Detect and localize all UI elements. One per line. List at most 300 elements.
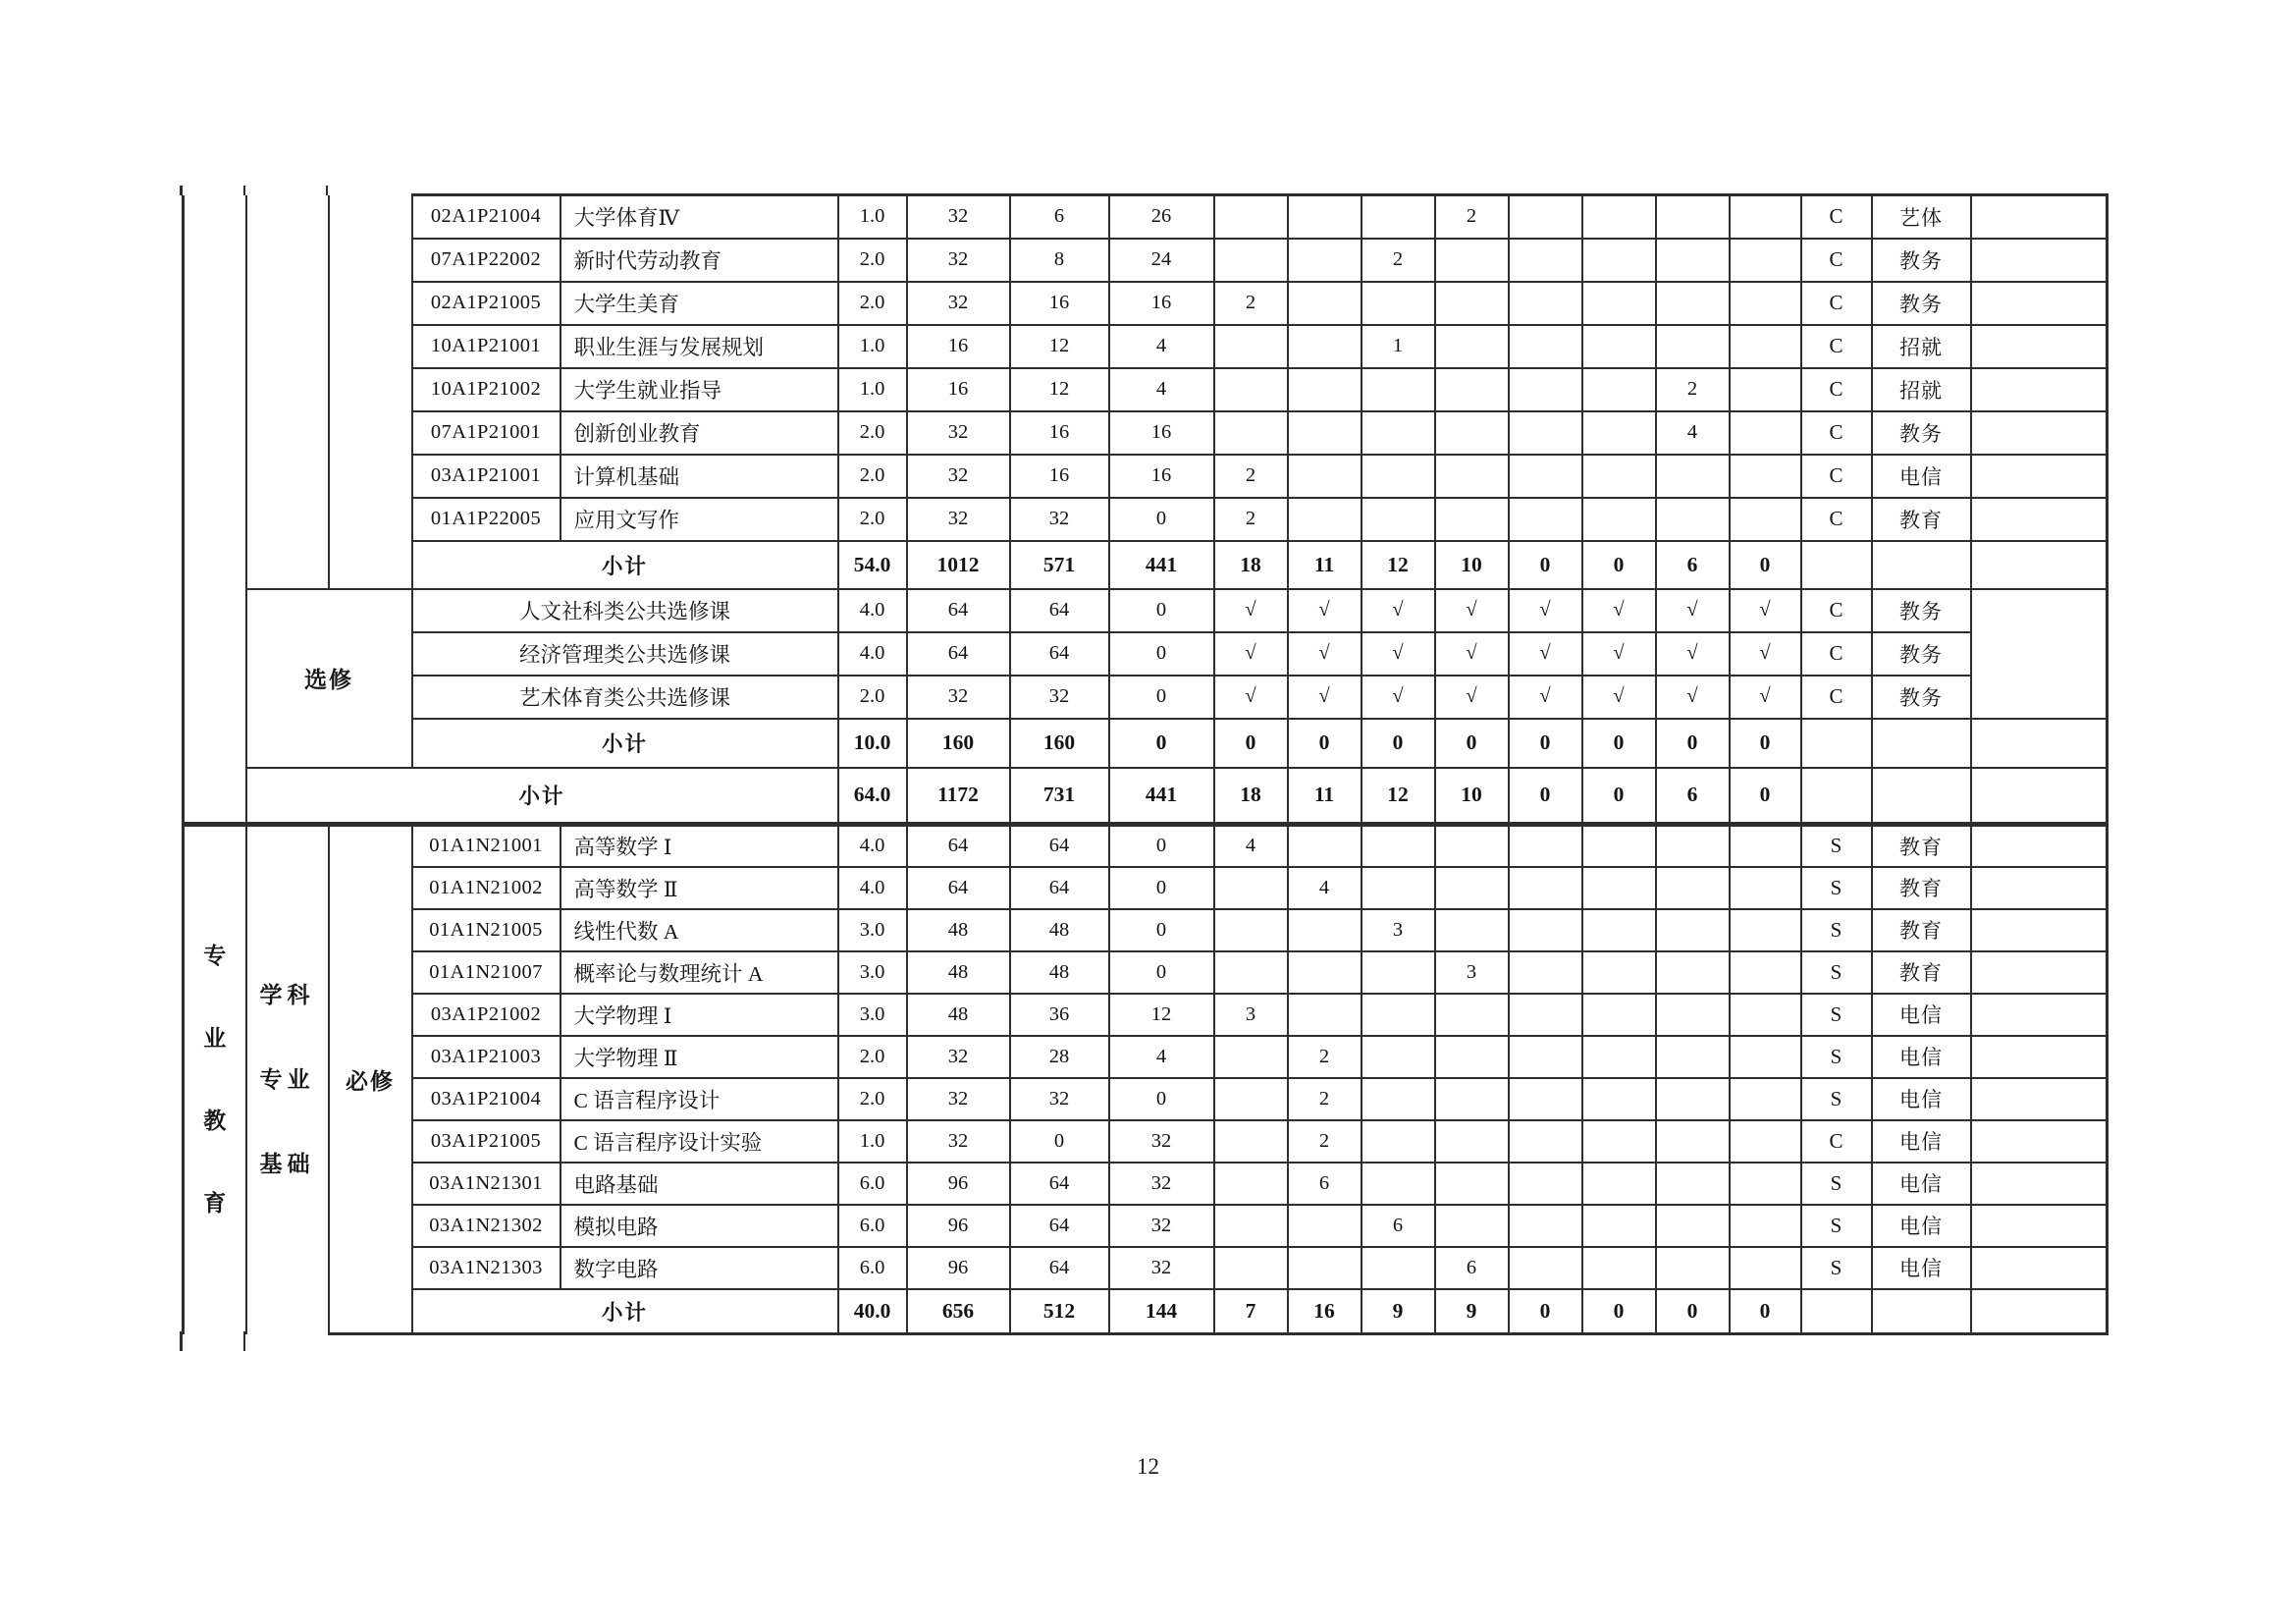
major-section-cell-text: 专业教育 [203,944,227,1217]
course-name-cell: 创新创业教育 [561,411,838,455]
course-code-cell: 01A1P22005 [412,498,561,541]
department-cell: 电信 [1872,1078,1971,1120]
semester-8-cell [1730,1163,1801,1205]
course-code-cell: 03A1N21303 [412,1247,561,1289]
course-name-cell: 计算机基础 [561,455,838,498]
semester-3-cell [1362,1163,1435,1205]
credit-cell: 4.0 [838,632,907,676]
subtotal-row [184,1289,2108,1334]
semester-5-cell: 0 [1509,719,1582,768]
semester-4-cell [1435,411,1509,455]
hours-cell: 32 [907,498,1010,541]
course-type-cell [1801,541,1872,589]
practice-cell: 32 [1109,1205,1214,1247]
semester-4-cell [1435,239,1509,282]
course-name-cell: 大学体育Ⅳ [561,195,838,239]
course-name-cell: 职业生涯与发展规划 [561,325,838,368]
practice-cell: 441 [1109,541,1214,589]
remarks-cell [1971,1247,2108,1289]
semester-8-cell: 0 [1730,768,1801,825]
course-name-cell: 数字电路 [561,1247,838,1289]
credit-cell: 1.0 [838,368,907,411]
department-cell: 教育 [1872,909,1971,951]
semester-7-cell: 0 [1656,1289,1730,1334]
semester-5-cell [1509,239,1582,282]
course-code-cell: 07A1P21001 [412,411,561,455]
lecture-cell: 6 [1010,195,1109,239]
course-type-cell: C [1801,1120,1872,1163]
department-cell: 电信 [1872,1120,1971,1163]
table-continuation-stub [243,186,245,195]
course-code-cell: 01A1N21001 [412,825,561,867]
remarks-cell [1971,951,2108,994]
semester-2-cell [1288,195,1362,239]
lecture-cell: 64 [1010,589,1109,632]
semester-3-cell [1362,455,1435,498]
semester-1-cell: √ [1214,589,1288,632]
remarks-cell [1971,1205,2108,1247]
semester-5-cell [1509,282,1582,325]
semester-6-cell [1582,195,1656,239]
semester-8-cell: 0 [1730,719,1801,768]
course-name-cell: 大学物理 Ⅰ [561,994,838,1036]
semester-3-cell [1362,498,1435,541]
subtotal-label-cell: 小计 [412,541,838,589]
lecture-cell: 731 [1010,768,1109,825]
lecture-cell: 8 [1010,239,1109,282]
remarks-cell [1971,825,2108,867]
semester-5-cell: √ [1509,676,1582,719]
semester-2-cell: 2 [1288,1036,1362,1078]
semester-6-cell: √ [1582,632,1656,676]
course-type-cell: S [1801,867,1872,909]
credit-cell: 1.0 [838,325,907,368]
lecture-cell: 64 [1010,867,1109,909]
semester-3-cell: 6 [1362,1205,1435,1247]
credit-cell: 40.0 [838,1289,907,1334]
semester-5-cell: 0 [1509,1289,1582,1334]
department-cell [1872,541,1971,589]
credit-cell: 10.0 [838,719,907,768]
semester-7-cell: 0 [1656,719,1730,768]
course-name-cell: 高等数学 Ⅰ [561,825,838,867]
semester-5-cell: 0 [1509,768,1582,825]
course-code-cell: 03A1N21302 [412,1205,561,1247]
semester-1-cell [1214,1036,1288,1078]
course-row [184,368,2108,411]
department-cell: 教务 [1872,239,1971,282]
semester-8-cell [1730,498,1801,541]
elective-row [184,632,2108,676]
semester-2-cell [1288,825,1362,867]
semester-6-cell [1582,951,1656,994]
semester-2-cell [1288,455,1362,498]
semester-8-cell: √ [1730,632,1801,676]
lecture-cell: 36 [1010,994,1109,1036]
practice-cell: 4 [1109,325,1214,368]
remarks-cell [1971,455,2108,498]
course-code-cell: 01A1N21007 [412,951,561,994]
elective-name-cell: 经济管理类公共选修课 [412,632,838,676]
course-code-cell: 07A1P22002 [412,239,561,282]
credit-cell: 54.0 [838,541,907,589]
credit-cell: 3.0 [838,994,907,1036]
course-code-cell: 03A1P21005 [412,1120,561,1163]
department-cell [1872,768,1971,825]
semester-4-cell [1435,282,1509,325]
hours-cell: 48 [907,909,1010,951]
course-type-cell: C [1801,368,1872,411]
semester-2-cell: √ [1288,632,1362,676]
course-code-cell: 03A1P21004 [412,1078,561,1120]
credit-cell: 2.0 [838,1036,907,1078]
course-row [184,498,2108,541]
course-code-cell: 03A1P21003 [412,1036,561,1078]
semester-6-cell: 0 [1582,541,1656,589]
table-continuation-stub [180,1331,183,1351]
semester-2-cell [1288,951,1362,994]
hours-cell: 160 [907,719,1010,768]
semester-7-cell: 2 [1656,368,1730,411]
semester-8-cell [1730,909,1801,951]
hours-cell: 96 [907,1247,1010,1289]
semester-4-cell [1435,867,1509,909]
semester-6-cell [1582,239,1656,282]
department-cell: 艺体 [1872,195,1971,239]
practice-cell: 441 [1109,768,1214,825]
semester-5-cell [1509,951,1582,994]
practice-cell: 0 [1109,867,1214,909]
semester-4-cell [1435,325,1509,368]
practice-cell: 0 [1109,632,1214,676]
semester-2-cell [1288,909,1362,951]
semester-4-cell: 0 [1435,719,1509,768]
hours-cell: 48 [907,994,1010,1036]
semester-1-cell: 18 [1214,541,1288,589]
semester-4-cell [1435,1120,1509,1163]
credit-cell: 6.0 [838,1205,907,1247]
hours-cell: 32 [907,239,1010,282]
remarks-cell [1971,195,2108,239]
semester-3-cell [1362,994,1435,1036]
lecture-cell: 48 [1010,909,1109,951]
semester-6-cell: 0 [1582,768,1656,825]
hours-cell: 32 [907,195,1010,239]
semester-8-cell [1730,368,1801,411]
semester-4-cell [1435,368,1509,411]
course-type-cell: S [1801,825,1872,867]
department-cell: 教务 [1872,282,1971,325]
semester-1-cell: 18 [1214,768,1288,825]
semester-3-cell [1362,1247,1435,1289]
credit-cell: 2.0 [838,455,907,498]
credit-cell: 3.0 [838,909,907,951]
semester-1-cell: √ [1214,632,1288,676]
hours-cell: 96 [907,1163,1010,1205]
semester-1-cell [1214,1120,1288,1163]
semester-1-cell [1214,1078,1288,1120]
practice-cell: 0 [1109,498,1214,541]
semester-1-cell [1214,239,1288,282]
hours-cell: 32 [907,455,1010,498]
semester-6-cell [1582,1078,1656,1120]
semester-6-cell [1582,282,1656,325]
semester-8-cell: √ [1730,589,1801,632]
remarks-cell [1971,1036,2108,1078]
hours-cell: 96 [907,1205,1010,1247]
semester-3-cell [1362,867,1435,909]
semester-1-cell: 3 [1214,994,1288,1036]
practice-cell: 24 [1109,239,1214,282]
table-continuation-stub [243,1331,245,1351]
remarks-cell [1971,719,2108,768]
semester-7-cell: √ [1656,632,1730,676]
credit-cell: 4.0 [838,867,907,909]
semester-8-cell: √ [1730,676,1801,719]
practice-cell: 12 [1109,994,1214,1036]
semester-7-cell [1656,239,1730,282]
course-code-cell: 01A1N21002 [412,867,561,909]
major-subsection-cell-text: 学科专业基础 [259,983,315,1177]
remarks-cell [1971,368,2108,411]
semester-3-cell: √ [1362,632,1435,676]
practice-cell: 0 [1109,589,1214,632]
course-name-cell: 大学物理 Ⅱ [561,1036,838,1078]
credit-cell: 2.0 [838,676,907,719]
semester-3-cell [1362,1036,1435,1078]
practice-cell: 144 [1109,1289,1214,1334]
semester-7-cell: √ [1656,676,1730,719]
semester-4-cell [1435,825,1509,867]
credit-cell: 6.0 [838,1163,907,1205]
hours-cell: 48 [907,951,1010,994]
department-cell: 招就 [1872,368,1971,411]
semester-5-cell: √ [1509,589,1582,632]
course-row [184,282,2108,325]
semester-1-cell [1214,195,1288,239]
semester-8-cell [1730,325,1801,368]
course-name-cell: 高等数学 Ⅱ [561,867,838,909]
semester-4-cell: 10 [1435,541,1509,589]
semester-2-cell [1288,498,1362,541]
course-type-cell: S [1801,909,1872,951]
semester-8-cell: 0 [1730,541,1801,589]
semester-1-cell: 2 [1214,498,1288,541]
table-continuation-stub [180,186,183,195]
remarks-cell [1971,1120,2108,1163]
credit-cell: 2.0 [838,239,907,282]
department-cell: 教育 [1872,825,1971,867]
remarks-cell [1971,909,2108,951]
credit-cell: 1.0 [838,195,907,239]
required-group-cell: 必修 [329,825,412,1334]
lecture-cell: 12 [1010,325,1109,368]
semester-2-cell: 0 [1288,719,1362,768]
course-type-cell: S [1801,1205,1872,1247]
remarks-cell [1971,239,2108,282]
lecture-cell: 12 [1010,368,1109,411]
semester-5-cell [1509,1120,1582,1163]
semester-3-cell: 1 [1362,325,1435,368]
semester-7-cell: √ [1656,589,1730,632]
subtotal-row [184,719,2108,768]
hours-cell: 64 [907,589,1010,632]
semester-2-cell: 11 [1288,768,1362,825]
course-code-cell: 01A1N21005 [412,909,561,951]
course-code-cell: 02A1P21004 [412,195,561,239]
course-name-cell: C 语言程序设计 [561,1078,838,1120]
credit-cell: 3.0 [838,951,907,994]
semester-6-cell [1582,867,1656,909]
semester-7-cell [1656,1120,1730,1163]
course-type-cell: S [1801,1036,1872,1078]
semester-3-cell: √ [1362,589,1435,632]
semester-7-cell [1656,455,1730,498]
semester-2-cell: √ [1288,676,1362,719]
semester-8-cell [1730,951,1801,994]
semester-5-cell [1509,411,1582,455]
semester-2-cell: 4 [1288,867,1362,909]
remarks-cell [1971,867,2108,909]
credit-cell: 6.0 [838,1247,907,1289]
semester-4-cell [1435,455,1509,498]
semester-1-cell [1214,368,1288,411]
semester-5-cell [1509,825,1582,867]
semester-4-cell: √ [1435,589,1509,632]
lecture-cell: 16 [1010,455,1109,498]
semester-5-cell [1509,1078,1582,1120]
semester-3-cell: 3 [1362,909,1435,951]
semester-5-cell [1509,498,1582,541]
lecture-cell: 64 [1010,825,1109,867]
semester-6-cell [1582,498,1656,541]
hours-cell: 64 [907,825,1010,867]
course-row [184,195,2108,239]
credit-cell: 2.0 [838,1078,907,1120]
course-row [184,411,2108,455]
semester-5-cell [1509,867,1582,909]
lecture-cell: 48 [1010,951,1109,994]
course-name-cell: 应用文写作 [561,498,838,541]
course-type-cell: C [1801,455,1872,498]
semester-2-cell: 6 [1288,1163,1362,1205]
course-code-cell: 02A1P21005 [412,282,561,325]
semester-2-cell: √ [1288,589,1362,632]
semester-6-cell [1582,455,1656,498]
course-row [184,455,2108,498]
semester-4-cell: 2 [1435,195,1509,239]
practice-cell: 0 [1109,951,1214,994]
semester-6-cell [1582,825,1656,867]
course-type-cell: C [1801,676,1872,719]
department-cell: 教育 [1872,951,1971,994]
semester-1-cell: 2 [1214,282,1288,325]
semester-5-cell [1509,1163,1582,1205]
course-code-cell: 10A1P21001 [412,325,561,368]
semester-7-cell [1656,1247,1730,1289]
practice-cell: 32 [1109,1247,1214,1289]
semester-2-cell [1288,325,1362,368]
semester-6-cell [1582,325,1656,368]
course-row [184,951,2108,994]
semester-6-cell [1582,909,1656,951]
course-row [184,1163,2108,1205]
practice-cell: 16 [1109,411,1214,455]
semester-8-cell [1730,1036,1801,1078]
semester-3-cell [1362,1120,1435,1163]
credit-cell: 2.0 [838,282,907,325]
semester-8-cell [1730,867,1801,909]
semester-5-cell [1509,195,1582,239]
semester-3-cell [1362,951,1435,994]
semester-5-cell: √ [1509,632,1582,676]
course-type-cell [1801,1289,1872,1334]
practice-cell: 26 [1109,195,1214,239]
lecture-cell: 64 [1010,1247,1109,1289]
hours-cell: 64 [907,867,1010,909]
practice-cell: 4 [1109,368,1214,411]
hours-cell: 32 [907,282,1010,325]
hours-cell: 32 [907,676,1010,719]
semester-6-cell [1582,994,1656,1036]
table-continuation-stub [326,186,328,195]
department-cell: 电信 [1872,1163,1971,1205]
course-name-cell: 电路基础 [561,1163,838,1205]
semester-8-cell [1730,994,1801,1036]
lecture-cell: 16 [1010,282,1109,325]
semester-7-cell [1656,825,1730,867]
course-name-cell: 新时代劳动教育 [561,239,838,282]
remarks-cell [1971,325,2108,368]
semester-5-cell [1509,909,1582,951]
remarks-cell [1971,1289,2108,1334]
semester-5-cell [1509,325,1582,368]
department-cell: 电信 [1872,455,1971,498]
lecture-cell: 32 [1010,1078,1109,1120]
lecture-cell: 64 [1010,1205,1109,1247]
course-row [184,825,2108,867]
semester-2-cell: 11 [1288,541,1362,589]
course-name-cell: 模拟电路 [561,1205,838,1247]
semester-4-cell: 3 [1435,951,1509,994]
remarks-cell [1971,541,2108,589]
grand-subtotal-row [184,768,2108,825]
remarks-cell [1971,768,2108,825]
course-row [184,994,2108,1036]
department-cell [1872,719,1971,768]
semester-5-cell: 0 [1509,541,1582,589]
course-type-cell: C [1801,632,1872,676]
semester-4-cell [1435,498,1509,541]
lecture-cell: 160 [1010,719,1109,768]
remarks-cell [1971,498,2108,541]
credit-cell: 4.0 [838,825,907,867]
lecture-cell: 64 [1010,1163,1109,1205]
credit-cell: 2.0 [838,498,907,541]
practice-cell: 32 [1109,1120,1214,1163]
semester-3-cell: 9 [1362,1289,1435,1334]
practice-cell: 0 [1109,909,1214,951]
category-sub-cell [329,195,412,589]
semester-5-cell [1509,455,1582,498]
course-type-cell: S [1801,994,1872,1036]
semester-3-cell [1362,368,1435,411]
course-code-cell: 03A1N21301 [412,1163,561,1205]
semester-7-cell [1656,1205,1730,1247]
semester-1-cell: √ [1214,676,1288,719]
semester-3-cell [1362,282,1435,325]
course-row [184,1120,2108,1163]
